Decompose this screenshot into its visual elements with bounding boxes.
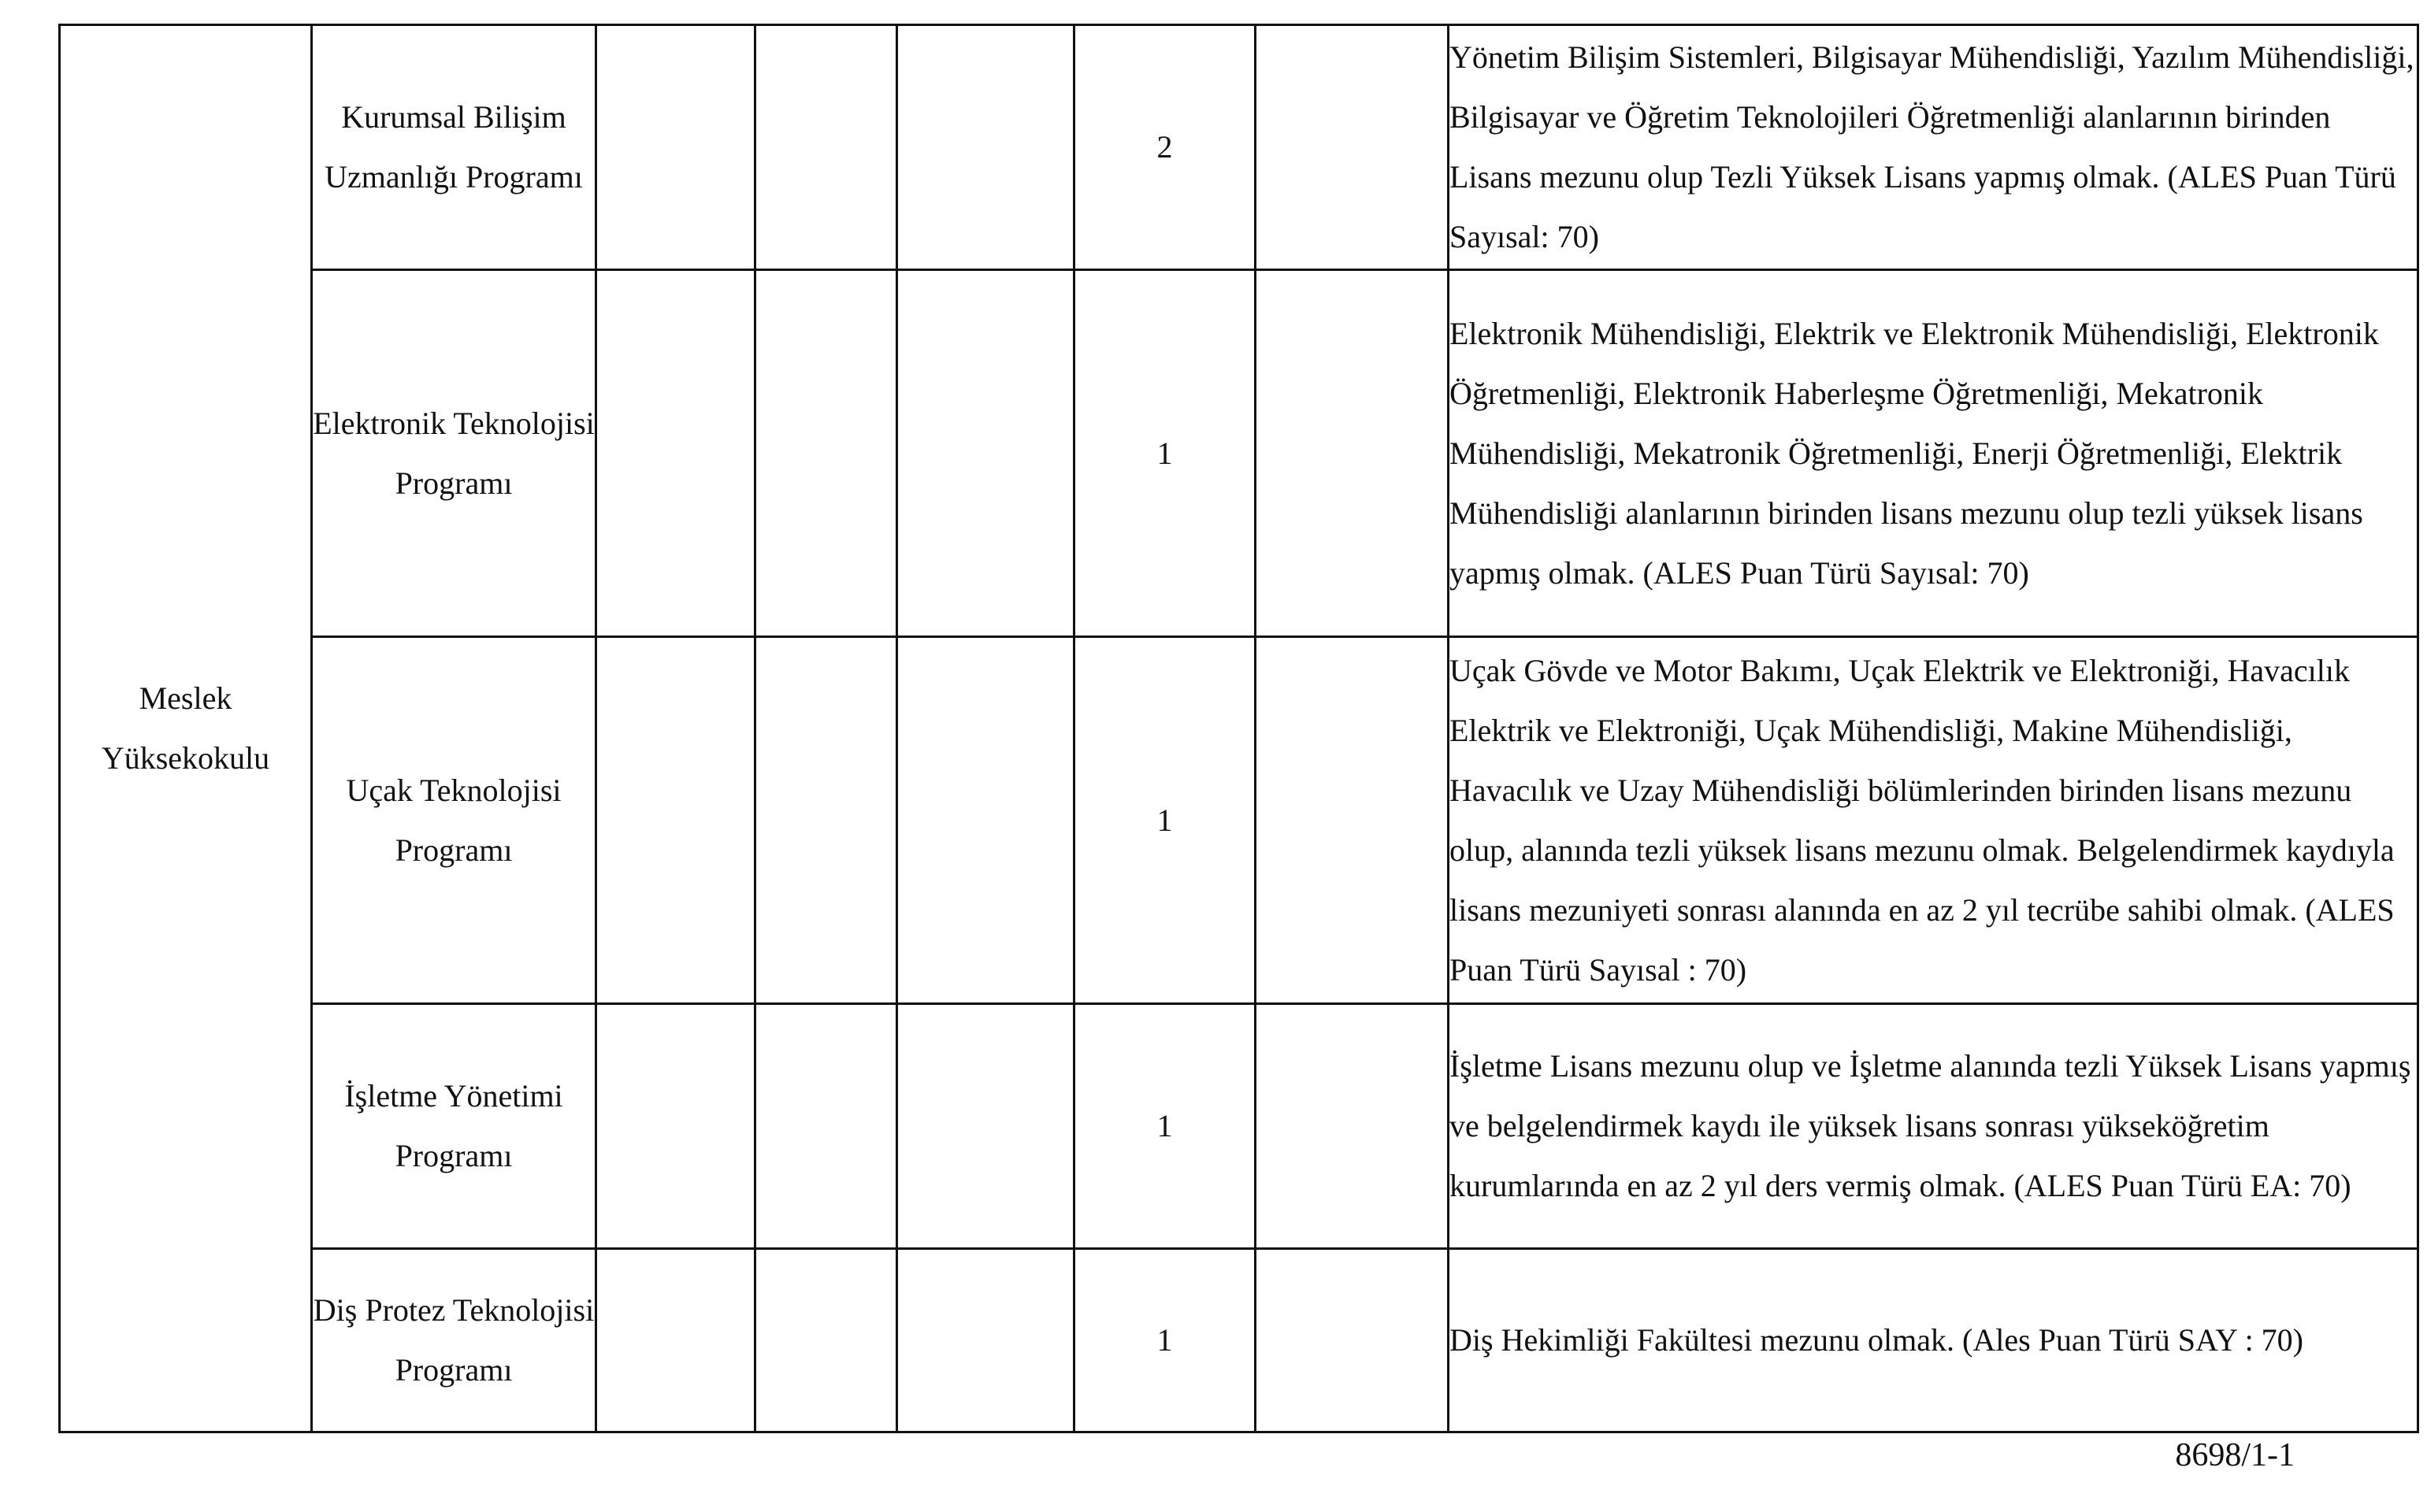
position-count: 1 [1074, 637, 1256, 1004]
requirement-text: Diş Hekimliği Fakültesi mezunu olmak. (Ales Puan Türü SAY : 70) [1449, 1249, 2418, 1432]
empty-cell [897, 637, 1074, 1004]
empty-cell [1256, 1249, 1449, 1432]
position-count: 1 [1074, 1004, 1256, 1249]
position-count: 1 [1074, 270, 1256, 637]
program-name: Diş Protez Teknolojisi Programı [312, 1249, 596, 1432]
program-name: Elektronik Teknolojisi Programı [312, 270, 596, 637]
requirement-text: Yönetim Bilişim Sistemleri, Bilgisayar Mühendisliği, Yazılım Mühendisliği, Bilgisayar ve Öğretim Teknolojileri Öğretmenliği alanlarının birinden Lisans mezunu olup Tezli Yüksek Lisans yapmış olmak. (ALES Puan Türü Sayısal: 70) [1449, 25, 2418, 270]
requirement-text: İşletme Lisans mezunu olup ve İşletme alanında tezli Yüksek Lisans yapmış ve belgelendirmek kaydı ile yüksek lisans sonrası yükseköğretim kurumlarında en az 2 yıl ders vermiş olmak. (ALES Puan Türü EA: 70) [1449, 1004, 2418, 1249]
empty-cell [596, 1249, 755, 1432]
empty-cell [1256, 637, 1449, 1004]
empty-cell [897, 1249, 1074, 1432]
table-row [60, 1004, 2418, 1249]
empty-cell [596, 270, 755, 637]
empty-cell [755, 637, 897, 1004]
requirement-text: Elektronik Mühendisliği, Elektrik ve Elektronik Mühendisliği, Elektronik Öğretmenliği, Elektronik Haberleşme Öğretmenliği, Mekatronik Mühendisliği, Mekatronik Öğretmenliği, Enerji Öğretmenliği, Elektrik Mühendisliği alanlarının birinden lisans mezunu olup tezli yüksek lisans yapmış olmak. (ALES Puan Türü Sayısal: 70) [1449, 270, 2418, 637]
empty-cell [596, 1004, 755, 1249]
table-row [60, 270, 2418, 637]
empty-cell [755, 270, 897, 637]
position-count: 1 [1074, 1249, 1256, 1432]
empty-cell [755, 1004, 897, 1249]
position-count: 2 [1074, 25, 1256, 270]
school-unit-cell: Meslek Yüksekokulu [60, 25, 312, 1432]
empty-cell [596, 637, 755, 1004]
program-name: Uçak Teknolojisi Programı [312, 637, 596, 1004]
empty-cell [755, 25, 897, 270]
empty-cell [596, 25, 755, 270]
program-name: Kurumsal Bilişim Uzmanlığı Programı [312, 25, 596, 270]
empty-cell [1256, 270, 1449, 637]
table-row [60, 25, 2418, 270]
requirement-text: Uçak Gövde ve Motor Bakımı, Uçak Elektrik ve Elektroniği, Havacılık Elektrik ve Elektroniği, Uçak Mühendisliği, Makine Mühendisliği, Havacılık ve Uzay Mühendisliği bölümlerinden birinden lisans mezunu olup, alanında tezli yüksek lisans mezunu olmak. Belgelendirmek kaydıyla lisans mezuniyeti sonrası alanında en az 2 yıl tecrübe sahibi olmak. (ALES Puan Türü Sayısal : 70) [1449, 637, 2418, 1004]
table-row [60, 637, 2418, 1004]
empty-cell [1256, 25, 1449, 270]
page-code: 8698/1-1 [2175, 1437, 2295, 1473]
empty-cell [755, 1249, 897, 1432]
empty-cell [1256, 1004, 1449, 1249]
empty-cell [897, 270, 1074, 637]
program-name: İşletme Yönetimi Programı [312, 1004, 596, 1249]
empty-cell [897, 1004, 1074, 1249]
table-row [60, 1249, 2418, 1432]
empty-cell [897, 25, 1074, 270]
positions-table [58, 24, 2419, 1433]
